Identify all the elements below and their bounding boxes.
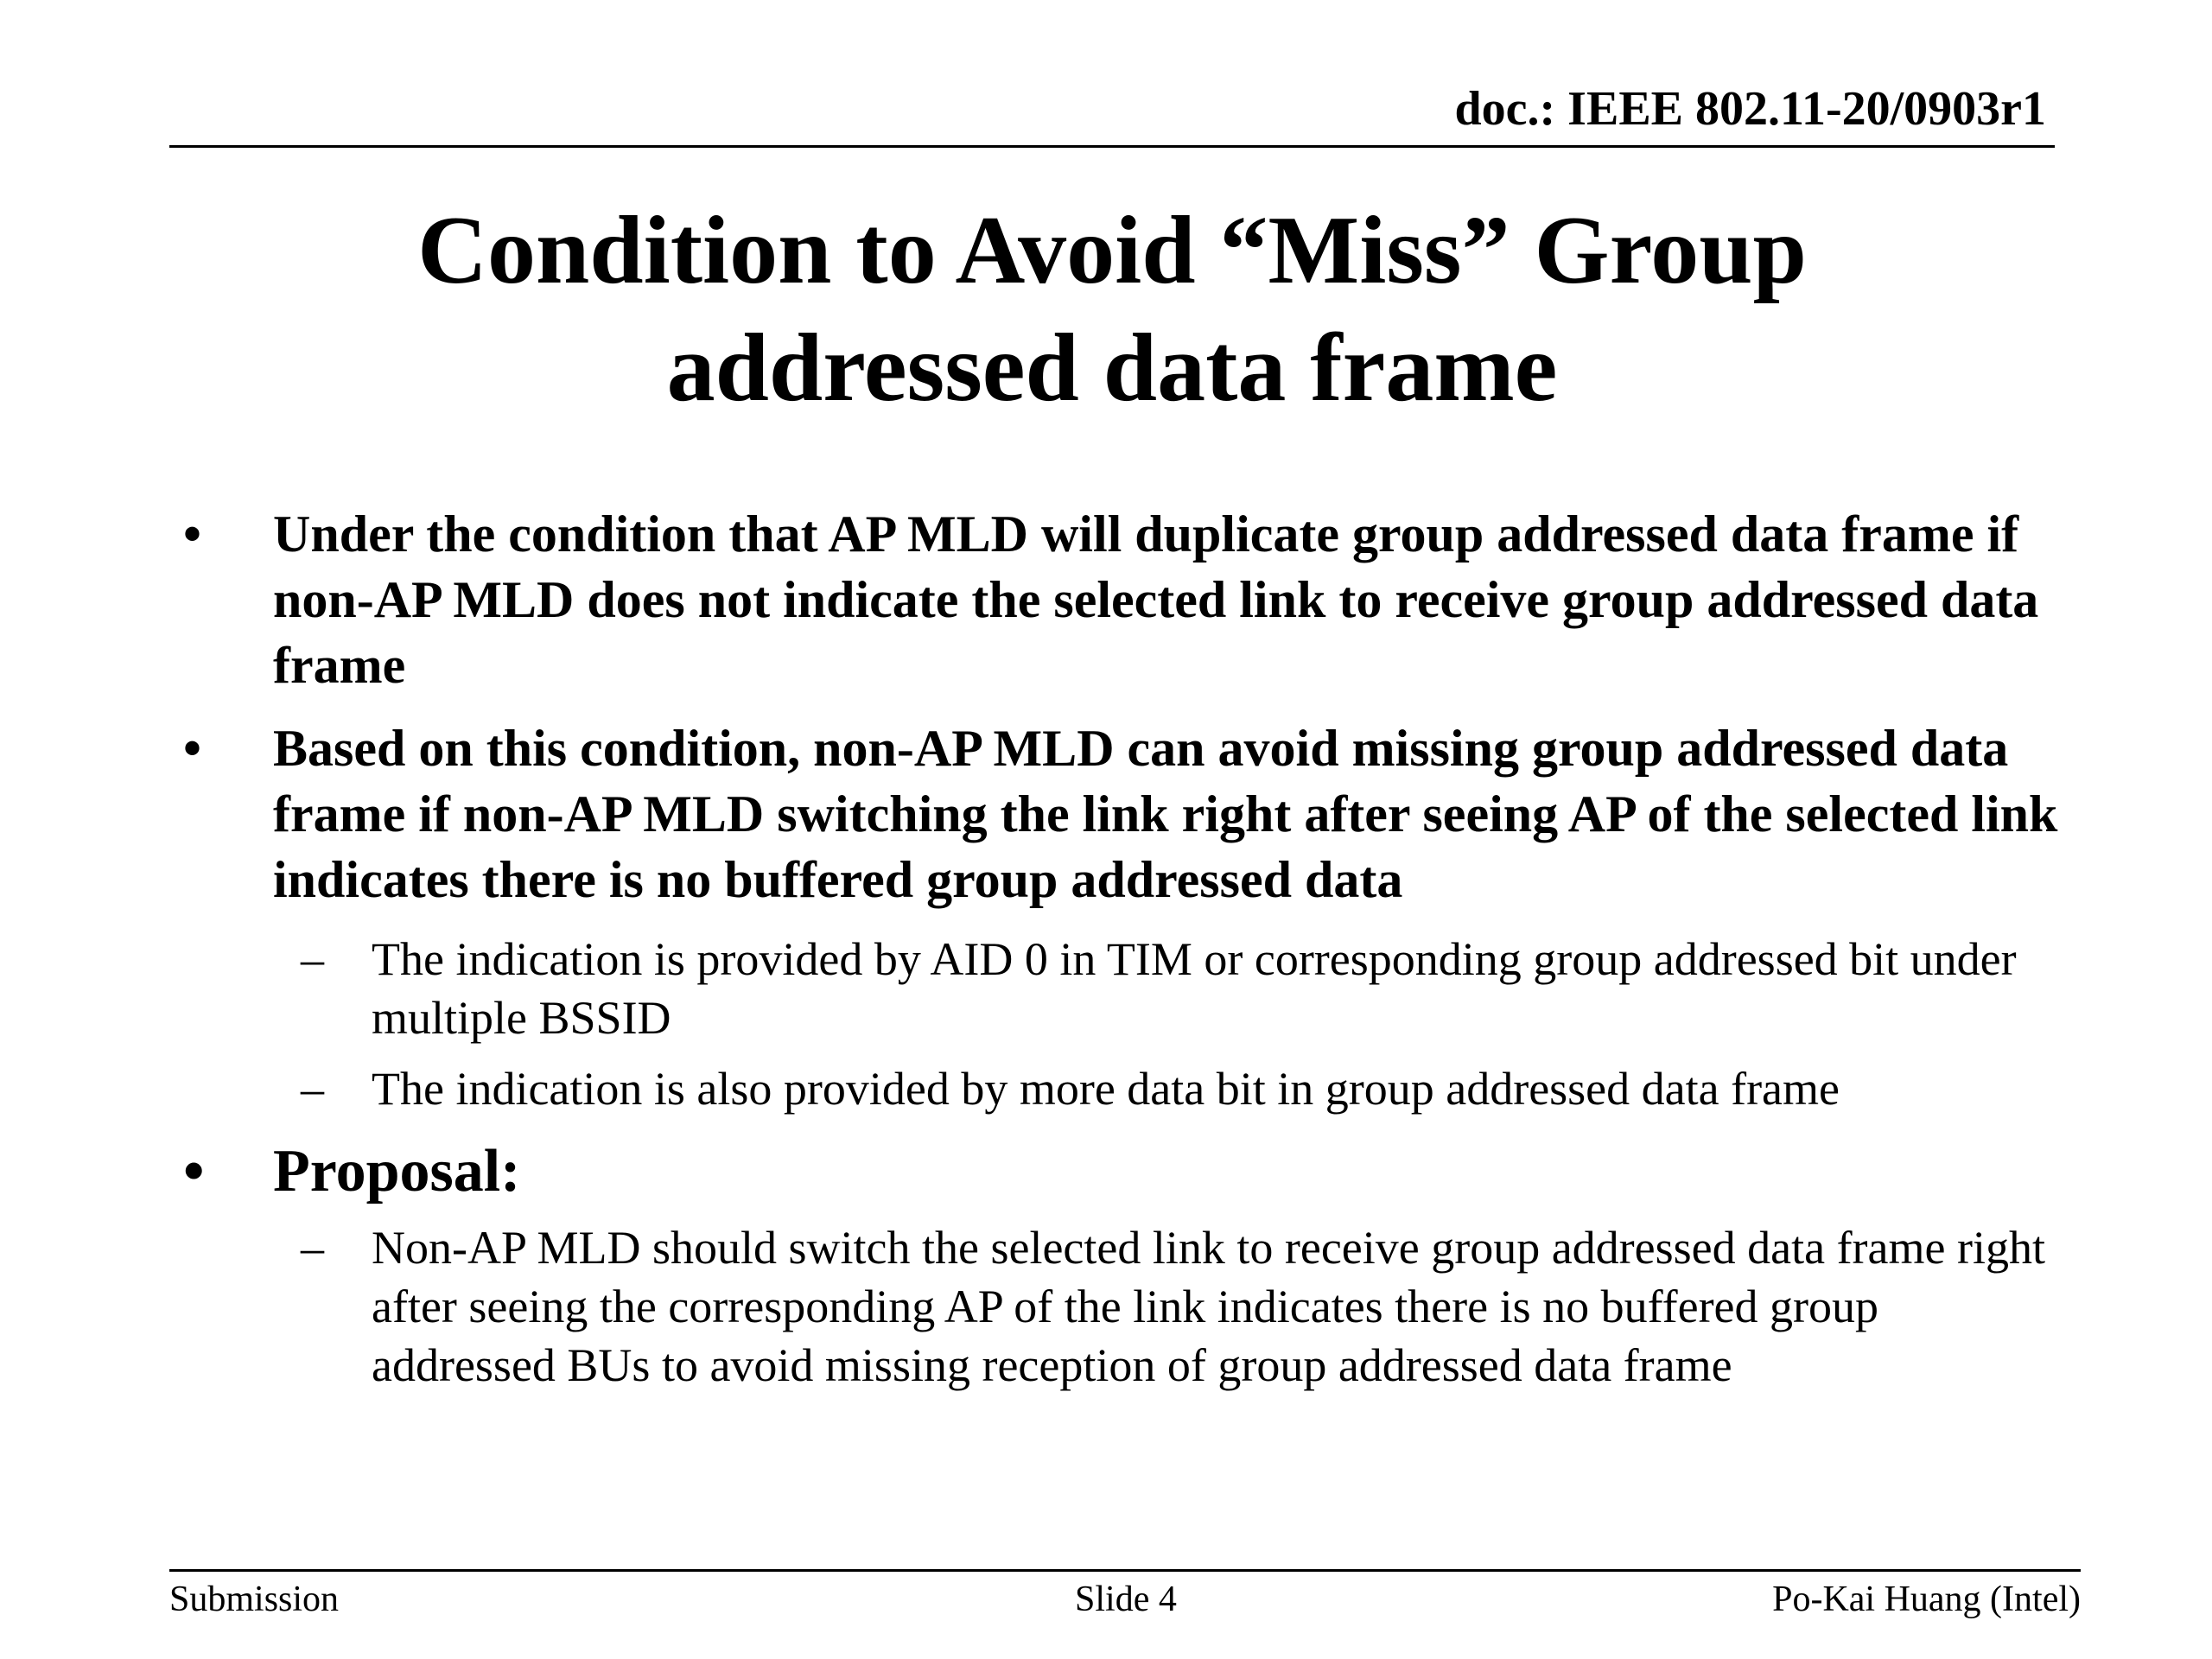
footer-author: Po-Kai Huang (Intel)	[1772, 1580, 2081, 1619]
bullet-item-2	[183, 715, 2067, 912]
bullet-text: Under the condition that AP MLD will duplicate group addressed data frame if non-AP MLD does not indicate the selected link to receive group addressed data frame	[273, 505, 2039, 694]
dash-marker: –	[301, 1222, 324, 1274]
sub-bullet-item	[183, 1218, 2067, 1395]
slide-title-line-2: addressed data frame	[666, 315, 1558, 422]
bullet-marker: •	[183, 1138, 205, 1205]
bullet-item-1	[183, 501, 2067, 698]
footer-slide-number: Slide 4	[1075, 1580, 1177, 1619]
bullet-marker: •	[183, 505, 202, 563]
header-divider	[169, 145, 2055, 148]
dash-marker: –	[301, 933, 324, 985]
footer-submission: Submission	[169, 1580, 340, 1619]
sub-bullet-text: Non-AP MLD should switch the selected link to receive group addressed data frame right after seeing the corresponding AP of the link indicates there is no buffered group addressed BUs to avoid missing reception of group addressed data frame	[372, 1222, 2045, 1391]
slide-title	[169, 192, 2055, 427]
sub-bullet-item	[183, 1059, 2067, 1118]
sub-bullet-item	[183, 930, 2067, 1047]
bullet-marker: •	[183, 720, 202, 777]
bullet-text: Proposal:	[273, 1138, 521, 1205]
slide-title-line-1: Condition to Avoid “Miss” Group	[417, 197, 1807, 304]
bullet-item-3	[183, 1137, 2067, 1206]
sub-bullet-text: The indication is provided by AID 0 in TIM or corresponding group addressed bit under multiple BSSID	[372, 933, 2017, 1044]
footer-divider	[169, 1569, 2081, 1572]
document-id: doc.: IEEE 802.11-20/0903r1	[1454, 82, 2046, 136]
dash-marker: –	[301, 1063, 324, 1115]
bullet-text: Based on this condition, non-AP MLD can avoid missing group addressed data frame if non-AP MLD switching the link right after seeing AP of the selected link indicates there is no buffered group addressed data	[273, 720, 2058, 908]
sub-bullet-text: The indication is also provided by more data bit in group addressed data frame	[372, 1063, 1840, 1115]
slide-body	[183, 501, 2067, 1407]
